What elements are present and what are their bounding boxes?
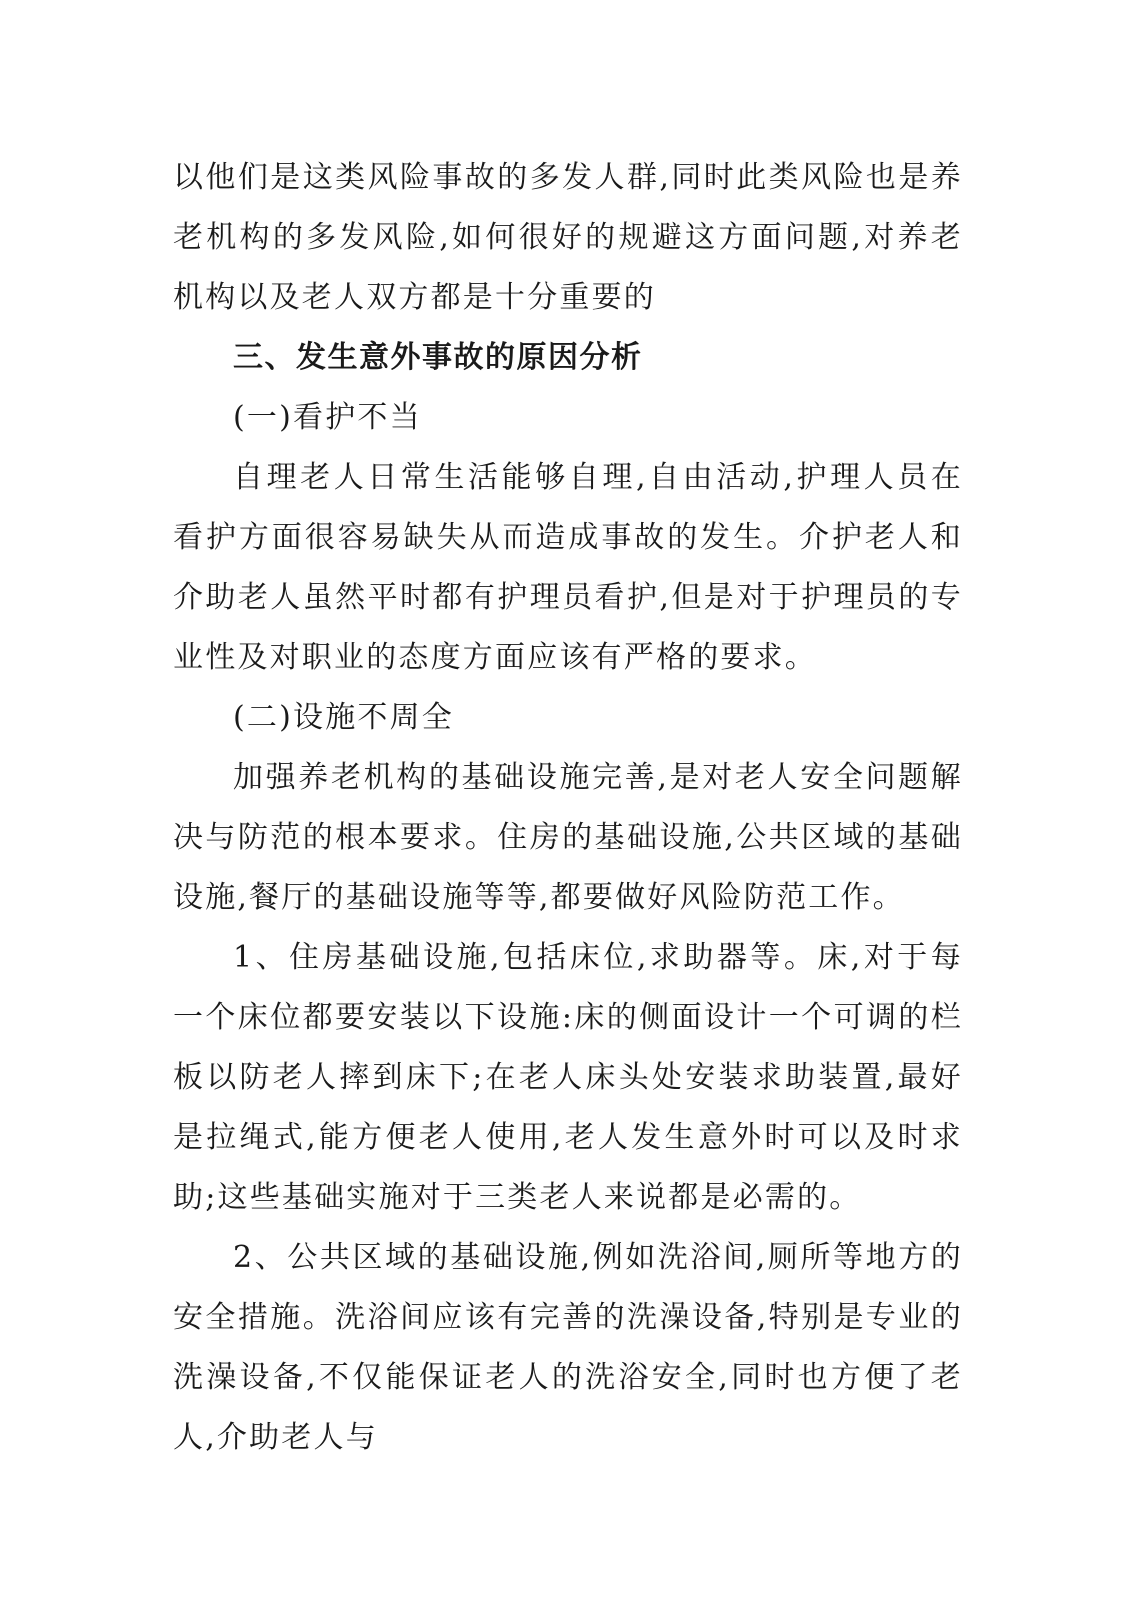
document-body xyxy=(173,148,963,1468)
paragraph-housing-facilities: 1、住房基础设施,包括床位,求助器等。床,对于每一个床位都要安装以下设施:床的侧面设计一个可调的栏板以防老人摔到床下;在老人床头处安装求助装置,最好是拉绳式,能方便老人使用,老人发生意外时可以及时求助;这些基础实施对于三类老人来说都是必需的。 xyxy=(173,940,963,1215)
paragraph-continuation: 以他们是这类风险事故的多发人群,同时此类风险也是养老机构的多发风险,如何很好的规避这方面问题,对养老机构以及老人双方都是十分重要的 xyxy=(173,160,963,315)
paragraph-care: 自理老人日常生活能够自理,自由活动,护理人员在看护方面很容易缺失从而造成事故的发生。介护老人和介助老人虽然平时都有护理员看护,但是对于护理员的专业性及对职业的态度方面应该有严格的要求。 xyxy=(173,460,963,675)
subheading-improper-care: (一)看护不当 xyxy=(233,400,422,435)
paragraph-facilities: 加强养老机构的基础设施完善,是对老人安全问题解决与防范的根本要求。住房的基础设施,公共区域的基础设施,餐厅的基础设施等等,都要做好风险防范工作。 xyxy=(173,760,963,915)
paragraph-public-facilities: 2、公共区域的基础设施,例如洗浴间,厕所等地方的安全措施。洗浴间应该有完善的洗澡设备,特别是专业的洗澡设备,不仅能保证老人的洗浴安全,同时也方便了老人,介助老人与 xyxy=(173,1240,963,1455)
section-heading-causes: 三、发生意外事故的原因分析 xyxy=(233,340,643,375)
subheading-incomplete-facilities: (二)设施不周全 xyxy=(233,700,455,735)
